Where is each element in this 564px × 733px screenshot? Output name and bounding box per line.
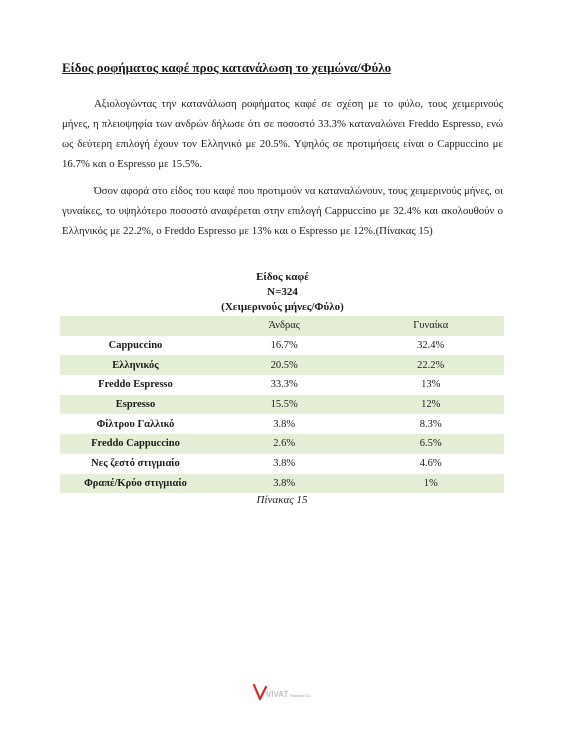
- row-label: Φραπέ/Κρύο στιγμιαίο: [60, 474, 211, 494]
- table-row: [60, 454, 504, 474]
- row-label: Freddo Cappuccino: [60, 434, 211, 454]
- paragraph-women: Όσον αφορά στο είδος του καφέ που προτιμούν να καταναλώνουν, τους χειμερινούς μήνες, οι γυναίκες, το υψηλότερο ποσοστό αναφέρεται στην επιλογή Cappuccino με 32.4% και ακολουθούν ο Ελληνικός με 22.2%, ο Freddo Espresso με 13% και ο Espresso με 12%.(Πίνακας 15): [62, 185, 503, 237]
- table-caption: Πίνακας 15: [256, 494, 308, 506]
- men-value: 16.7%: [270, 340, 298, 352]
- men-value: 3.8%: [273, 458, 296, 470]
- row-label: Cappuccino: [108, 340, 163, 352]
- women-value: 32.4%: [417, 340, 445, 352]
- women-value: 1%: [357, 474, 504, 494]
- table-header-row: [60, 316, 504, 336]
- logo-subtext: Research Co.: [290, 694, 312, 698]
- table-row: [60, 375, 504, 395]
- table-row: [60, 414, 504, 434]
- women-value: 12%: [357, 395, 504, 415]
- men-value: 15.5%: [211, 395, 358, 415]
- paragraph-men: Αξιολογώντας την κατανάλωση ροφήματος καφέ σε σχέση με το φύλο, τους χειμερινούς μήνες, η πλειοψηφία των ανδρών δήλωσε ότι σε ποσοστό 33.3% καταναλώνει Freddo Espresso, ενώ ως δεύτερη επιλογή έχουν τον Ελληνικό με 20.5%. Υψηλός σε προτιμήσεις είναι ο Cappuccino με 16.7% και ο Espresso με 15.5%.: [62, 98, 503, 170]
- men-value: 33.3%: [270, 379, 298, 391]
- table-title: Είδος καφέ: [256, 271, 309, 283]
- coffee-type-table: [60, 316, 504, 493]
- row-label: Espresso: [60, 395, 211, 415]
- women-value: 22.2%: [357, 355, 504, 375]
- table-row: [60, 434, 504, 454]
- section-heading: Είδος ροφήματος καφέ προς κατανάλωση το χειμώνα/Φύλο: [62, 60, 392, 75]
- men-value: 3.8%: [273, 418, 296, 430]
- table-row: [60, 474, 504, 494]
- row-label: Freddo Espresso: [98, 379, 173, 391]
- logo-wordmark: VIVAT: [266, 690, 289, 699]
- men-value: 3.8%: [211, 474, 358, 494]
- table-row: [60, 395, 504, 415]
- header-women: Γυναίκα: [357, 316, 504, 336]
- men-value: 2.6%: [211, 434, 358, 454]
- women-value: 6.5%: [357, 434, 504, 454]
- row-label: Φίλτρου Γαλλικό: [96, 418, 175, 430]
- row-label: Νες ζεστό στιγμιαίο: [91, 458, 180, 470]
- men-value: 20.5%: [211, 355, 358, 375]
- header-empty-cell: [60, 316, 211, 336]
- table-row: [60, 336, 504, 356]
- women-value: 8.3%: [419, 418, 442, 430]
- table-subtitle: (Χειμερινούς μήνες/Φύλο): [221, 301, 344, 313]
- table-row: [60, 355, 504, 375]
- women-value: 4.6%: [419, 458, 442, 470]
- women-value: 13%: [421, 379, 441, 391]
- logo-check-mark: [254, 685, 266, 699]
- vivat-logo: [250, 679, 320, 705]
- row-label: Ελληνικός: [60, 355, 211, 375]
- table-sample-size: Ν=324: [267, 286, 298, 298]
- header-men: Άνδρας: [211, 316, 358, 336]
